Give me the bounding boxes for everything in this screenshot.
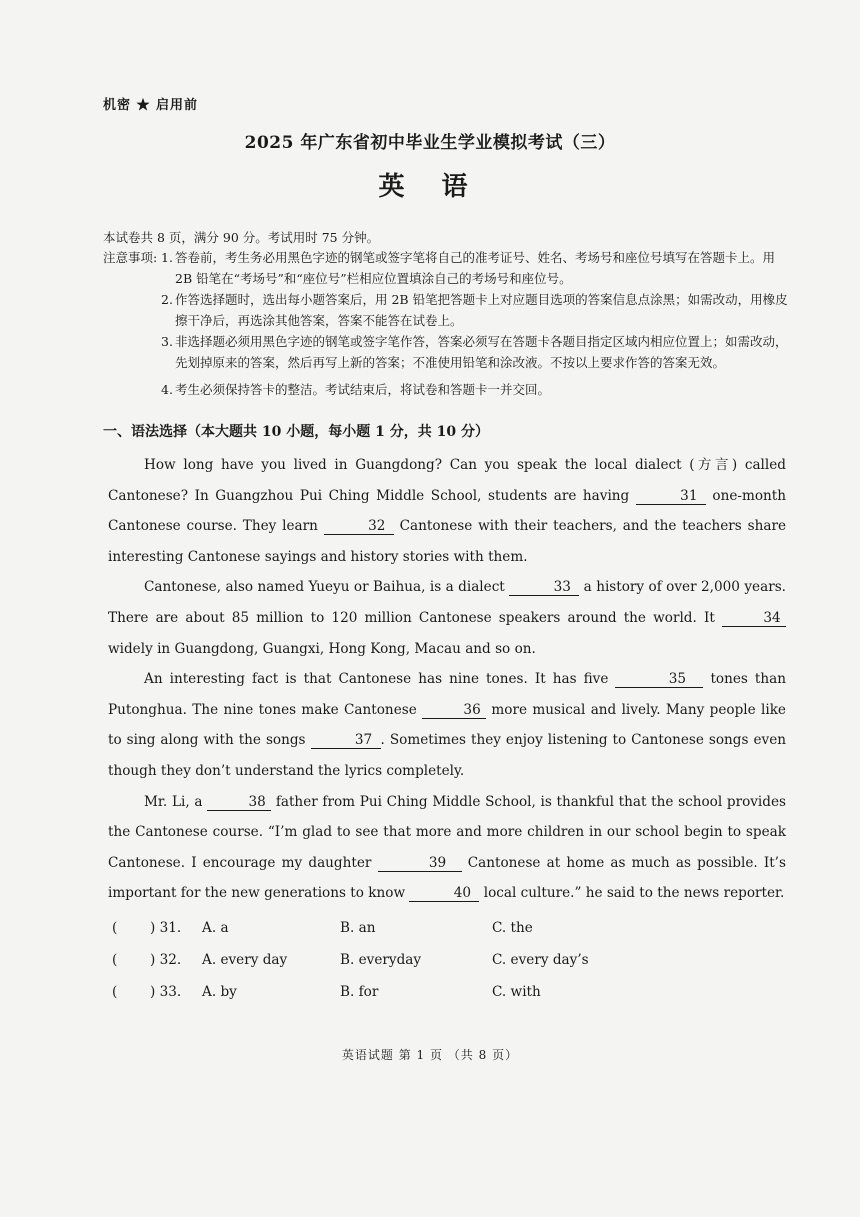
notice-label: 注意事项: [103,250,158,265]
question-options [108,920,786,1016]
option-a: A. a [202,920,229,936]
passage-text: Mr. Li, a [144,793,208,810]
notice-text: 答卷前，考生务必用黑色字迹的钢笔或签字笔将自己的准考证号、姓名、考场号和座位号填写在答题卡上。用 2B 铅笔在“考场号”和“座位号”栏相应位置填涂自己的考场号和座位号。 [175,250,776,286]
option-b: B. an [340,920,376,936]
option-c: C. the [492,920,533,936]
blank-34: 34 [722,610,786,627]
blank-38: 38 [207,794,271,811]
notice-text: 非选择题必须用黑色字迹的钢笔或签字笔作答，答案必须写在答题卡各题目指定区域内相应位置上；如需改动，先划掉原来的答案，然后再写上新的答案；不准使用铅笔和涂改液。不按以上要求作答的答案无效。 [175,334,788,370]
exam-title: 2025 年广东省初中毕业生学业模拟考试（三） [244,133,616,153]
option-a: A. every day [202,952,288,968]
page-footer: 英语试题 第 1 页 （共 8 页） [341,1048,519,1062]
reading-passage [108,450,786,909]
option-a: A. by [202,984,237,1000]
option-b: B. everyday [340,952,422,968]
notice-num: 2. [161,292,173,307]
option-b: B. for [340,984,379,1000]
answer-paren: ( [112,984,118,1000]
notice-text: 作答选择题时，选出每小题答案后，用 2B 铅笔把答题卡上对应题目选项的答案信息点涂黑；如需改动，用橡皮擦干净后，再选涂其他答案，答案不能答在试卷上。 [175,292,788,328]
blank-36: 36 [422,702,486,719]
option-c: C. with [492,984,541,1000]
confidential-label: 机密 ★ 启用前 [103,98,199,113]
blank-40: 40 [409,885,479,902]
passage-text: An interesting fact is that Cantonese has nine tones. It has five [144,671,616,688]
question-number: ) 31. [150,920,182,936]
passage-text: more musical and lively. Many people like to sing along with the songs [108,701,786,749]
notice-item-2 [161,289,793,331]
question-31 [108,920,786,952]
passage-text: local culture.” he said to the news reporter. [479,885,785,902]
section-heading: 一、语法选择（本大题共 10 小题，每小题 1 分，共 10 分） [103,424,489,440]
blank-32: 32 [324,518,394,535]
blank-37: 37 [311,732,381,749]
question-33 [108,984,786,1016]
blank-33: 33 [509,579,579,596]
blank-39: 39 [378,855,462,872]
passage-text: How long have you lived in Guangdong? Can you speak the local dialect (方言) called Cantonese? In Guangzhou Pui Ching Middle School, students are having [108,457,786,504]
option-c: C. every day’s [492,952,589,968]
paragraph-2 [108,572,786,664]
notice-text: 考生必须保持答卡的整洁。考试结束后，将试卷和答题卡一并交回。 [175,382,551,397]
paragraph-3 [108,664,786,786]
subject-title: 英 语 [378,172,482,202]
question-number: ) 32. [150,952,182,968]
passage-text: Cantonese with their teachers, and the teachers share interesting Cantonese sayings and history stories with them. [108,518,786,565]
passage-text: tones than Putonghua. The nine tones make Cantonese [108,671,786,718]
answer-paren: ( [112,920,118,936]
question-32 [108,952,786,984]
exam-info: 本试卷共 8 页，满分 90 分。考试用时 75 分钟。 [103,230,380,245]
notice-num: 3. [161,334,173,349]
notice-item-1 [161,247,793,289]
paragraph-4 [108,787,786,909]
answer-paren: ( [112,952,118,968]
passage-text: father from Pui Ching Middle School, is thankful that the school provides the Cantonese course. “I’m glad to see that more and more children in our school begin to speak Cantonese. I encourage my daughter [108,793,786,871]
passage-text: one-month Cantonese course. They learn [108,487,787,535]
paragraph-1 [108,450,786,572]
passage-text: Cantonese, also named Yueyu or Baihua, is a dialect [144,579,510,596]
notice-item-3 [161,331,793,373]
question-number: ) 33. [150,984,182,1000]
notice-num: 4. [161,382,173,397]
passage-text: a history of over 2,000 years. There are about 85 million to 120 million Cantonese speakers around the world. It [108,579,786,626]
notice-block [103,247,793,400]
blank-35: 35 [615,671,703,688]
notice-num: 1. [161,250,173,265]
notice-item-4 [161,379,793,400]
blank-31: 31 [636,488,706,505]
passage-text: Cantonese at home as much as possible. It’s important for the new generations to know [108,854,786,902]
passage-text: . Sometimes they enjoy listening to Cantonese songs even though they don’t understand the lyrics completely. [108,732,786,779]
passage-text: widely in Guangdong, Guangxi, Hong Kong, Macau and so on. [108,640,536,657]
